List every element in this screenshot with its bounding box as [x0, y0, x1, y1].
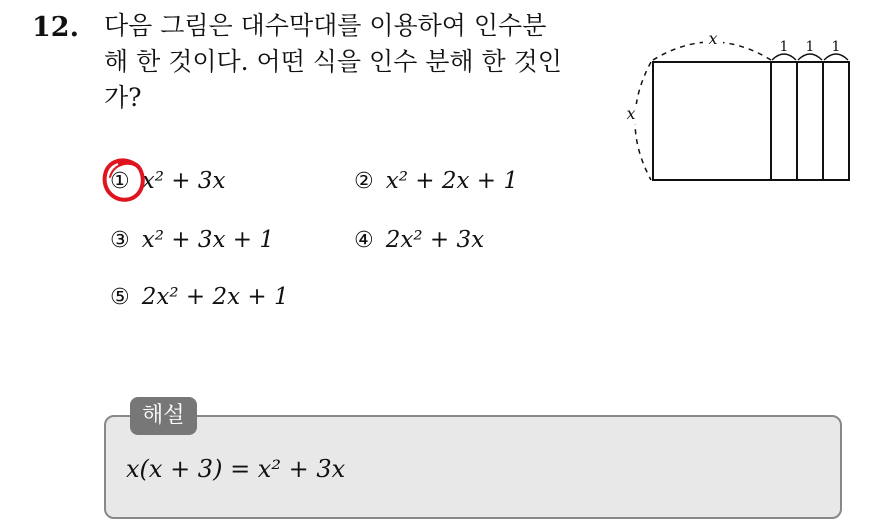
choice-3-expr: x² + 3x + 1 [141, 227, 274, 253]
choice-2-marker: ② [354, 169, 374, 194]
solution-title: 해설 [130, 397, 197, 435]
x-tile-3 [823, 62, 849, 180]
choice-1-marker: ① [110, 169, 130, 194]
choice-2-expr: x² + 2x + 1 [385, 168, 518, 194]
choice-4[interactable] [354, 227, 484, 253]
choice-4-marker: ④ [354, 228, 374, 253]
choice-3-marker: ③ [110, 228, 130, 253]
question-number: 12. [32, 12, 79, 43]
choice-5-expr: 2x² + 2x + 1 [141, 284, 289, 310]
question-line-2: 해 한 것이다. 어떤 식을 인수 분해 한 것인 [104, 47, 562, 76]
answer-mark-icon [100, 155, 148, 205]
x-squared-tile [653, 62, 771, 180]
question-line-1: 다음 그림은 대수막대를 이용하여 인수분 [104, 11, 547, 40]
question-text [104, 8, 604, 116]
unit-label-3: 1 [831, 39, 841, 55]
choice-1-expr: x² + 3x [141, 168, 226, 194]
choice-2[interactable] [354, 168, 518, 194]
x-tile-2 [797, 62, 823, 180]
top-x-label: x [708, 29, 718, 48]
unit-label-1: 1 [779, 39, 789, 55]
algebra-tile-diagram [605, 18, 855, 188]
side-x-label: x [626, 104, 636, 123]
choice-5[interactable] [110, 284, 289, 310]
question-line-3: 가? [104, 83, 142, 112]
x-tile-1 [771, 62, 797, 180]
solution-expr: x(x + 3) = x² + 3x [126, 455, 346, 483]
choice-5-marker: ⑤ [110, 285, 130, 310]
unit-label-2: 1 [805, 39, 815, 55]
choice-3[interactable] [110, 227, 274, 253]
choice-4-expr: 2x² + 3x [385, 227, 485, 253]
